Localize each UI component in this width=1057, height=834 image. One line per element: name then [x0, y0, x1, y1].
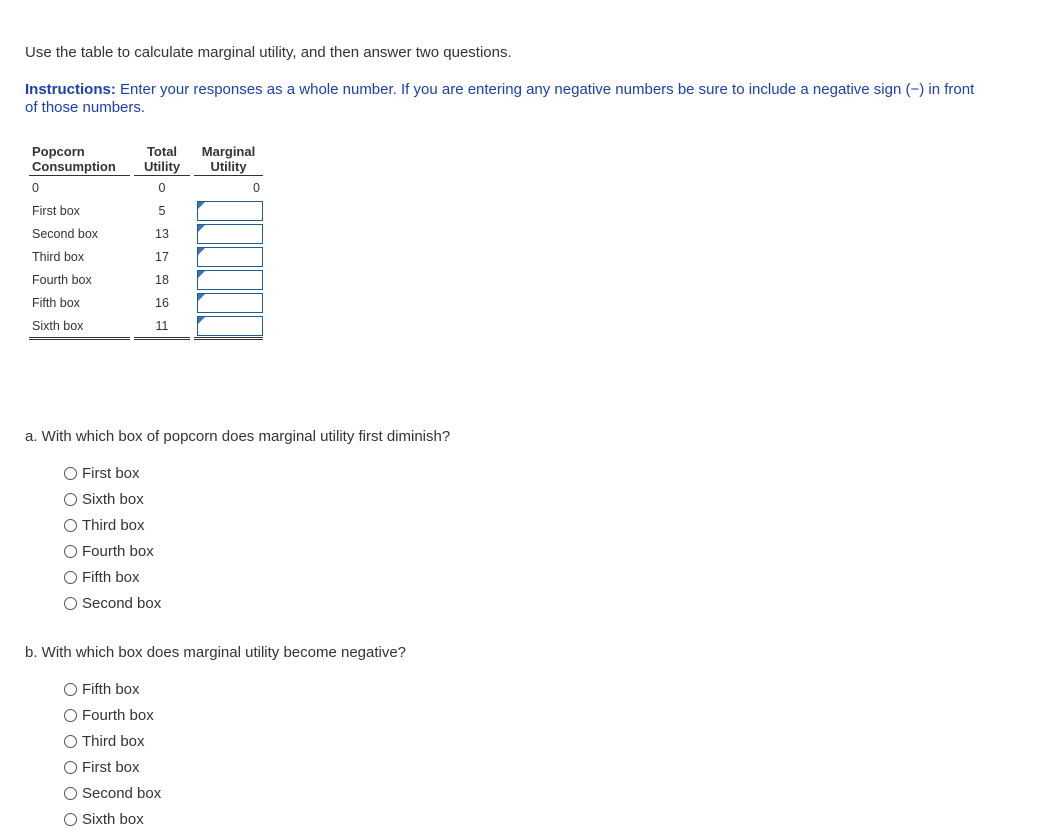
header-marginal-line1: Marginal [201, 144, 256, 159]
radio-button[interactable] [64, 571, 77, 584]
option-label[interactable]: Third box [82, 516, 145, 534]
header-consumption-line2: Consumption [32, 159, 116, 174]
option-label[interactable]: Fifth box [82, 568, 140, 586]
option-label[interactable]: First box [82, 464, 140, 482]
option-label[interactable]: Second box [82, 594, 162, 612]
radio-option[interactable] [64, 702, 161, 728]
header-popcorn-consumption [29, 144, 132, 176]
option-label[interactable]: Sixth box [82, 490, 144, 508]
question-b-prompt: b. With which box does marginal utility become negative? [25, 644, 407, 661]
input-corner-marker-icon [198, 202, 205, 209]
table-row [29, 176, 263, 200]
instructions-label: Instructions: [25, 81, 116, 98]
question-a-options [64, 460, 161, 616]
input-corner-marker-icon [198, 294, 205, 301]
marginal-utility-input-sixth-box[interactable] [197, 316, 263, 336]
marginal-utility-input-second-box[interactable] [197, 224, 263, 244]
radio-button[interactable] [64, 787, 77, 800]
option-label[interactable]: Fourth box [82, 542, 154, 560]
total-utility-cell: 13 [132, 222, 192, 245]
radio-button[interactable] [64, 709, 77, 722]
marginal-utility-cell [192, 268, 263, 291]
radio-option[interactable] [64, 460, 161, 486]
utility-table [29, 144, 263, 340]
marginal-utility-input-fifth-box[interactable] [197, 293, 263, 313]
marginal-utility-input-fourth-box[interactable] [197, 270, 263, 290]
header-marginal-utility [192, 144, 263, 176]
question-b-options [64, 676, 161, 832]
table-row [29, 245, 263, 268]
marginal-utility-cell [192, 291, 263, 314]
radio-option[interactable] [64, 780, 161, 806]
radio-button[interactable] [64, 597, 77, 610]
header-marginal-line2: Utility [210, 159, 247, 174]
radio-button[interactable] [64, 813, 77, 826]
option-label[interactable]: Second box [82, 784, 162, 802]
input-corner-marker-icon [198, 225, 205, 232]
consumption-cell: 0 [32, 180, 39, 195]
radio-button[interactable] [64, 735, 77, 748]
radio-option[interactable] [64, 676, 161, 702]
radio-option[interactable] [64, 538, 161, 564]
consumption-cell: Third box [32, 249, 85, 264]
header-total-line2: Utility [143, 159, 181, 174]
marginal-utility-cell [192, 199, 263, 222]
marginal-utility-cell [192, 245, 263, 268]
marginal-utility-cell [192, 222, 263, 245]
consumption-cell: First box [32, 203, 80, 218]
radio-button[interactable] [64, 545, 77, 558]
radio-option[interactable] [64, 486, 161, 512]
table-header-row [29, 144, 263, 176]
consumption-cell: Second box [32, 226, 99, 241]
radio-button[interactable] [64, 519, 77, 532]
instructions-text: Enter your responses as a whole number. If you are entering any negative numbers be sure to include a negative sign (−) in front of those numbers. [25, 81, 975, 116]
radio-option[interactable] [64, 754, 161, 780]
total-utility-cell: 18 [132, 268, 192, 291]
table-row [29, 291, 263, 314]
marginal-utility-input-first-box[interactable] [197, 201, 263, 221]
option-label[interactable]: Third box [82, 732, 145, 750]
input-corner-marker-icon [198, 317, 205, 324]
radio-button[interactable] [64, 493, 77, 506]
consumption-cell: Fourth box [32, 272, 92, 287]
instructions [25, 81, 985, 117]
total-utility-cell: 0 [132, 176, 192, 200]
radio-option[interactable] [64, 806, 161, 832]
option-label[interactable]: Fifth box [82, 680, 140, 698]
option-label[interactable]: First box [82, 758, 140, 776]
consumption-cell: Fifth box [32, 295, 80, 310]
header-consumption-line1: Popcorn [32, 144, 85, 159]
total-utility-cell: 16 [132, 291, 192, 314]
marginal-utility-cell [192, 314, 263, 339]
question-a-prompt: a. With which box of popcorn does marginal utility first diminish? [25, 428, 451, 445]
input-corner-marker-icon [198, 248, 205, 255]
radio-option[interactable] [64, 728, 161, 754]
radio-button[interactable] [64, 683, 77, 696]
total-utility-cell: 11 [132, 314, 192, 339]
consumption-cell: Sixth box [29, 314, 132, 339]
table-row [29, 268, 263, 291]
radio-button[interactable] [64, 467, 77, 480]
intro-text: Use the table to calculate marginal utility, and then answer two questions. [25, 44, 512, 61]
marginal-utility-cell: 0 [192, 176, 263, 200]
radio-option[interactable] [64, 590, 161, 616]
table-row [29, 222, 263, 245]
radio-option[interactable] [64, 512, 161, 538]
input-corner-marker-icon [198, 271, 205, 278]
option-label[interactable]: Sixth box [82, 810, 144, 828]
total-utility-cell: 5 [132, 199, 192, 222]
header-total-utility [132, 144, 192, 176]
table-row [29, 314, 263, 339]
marginal-utility-input-third-box[interactable] [197, 247, 263, 267]
radio-option[interactable] [64, 564, 161, 590]
radio-button[interactable] [64, 761, 77, 774]
option-label[interactable]: Fourth box [82, 706, 154, 724]
table-row [29, 199, 263, 222]
total-utility-cell: 17 [132, 245, 192, 268]
header-total-line1: Total [146, 144, 178, 159]
